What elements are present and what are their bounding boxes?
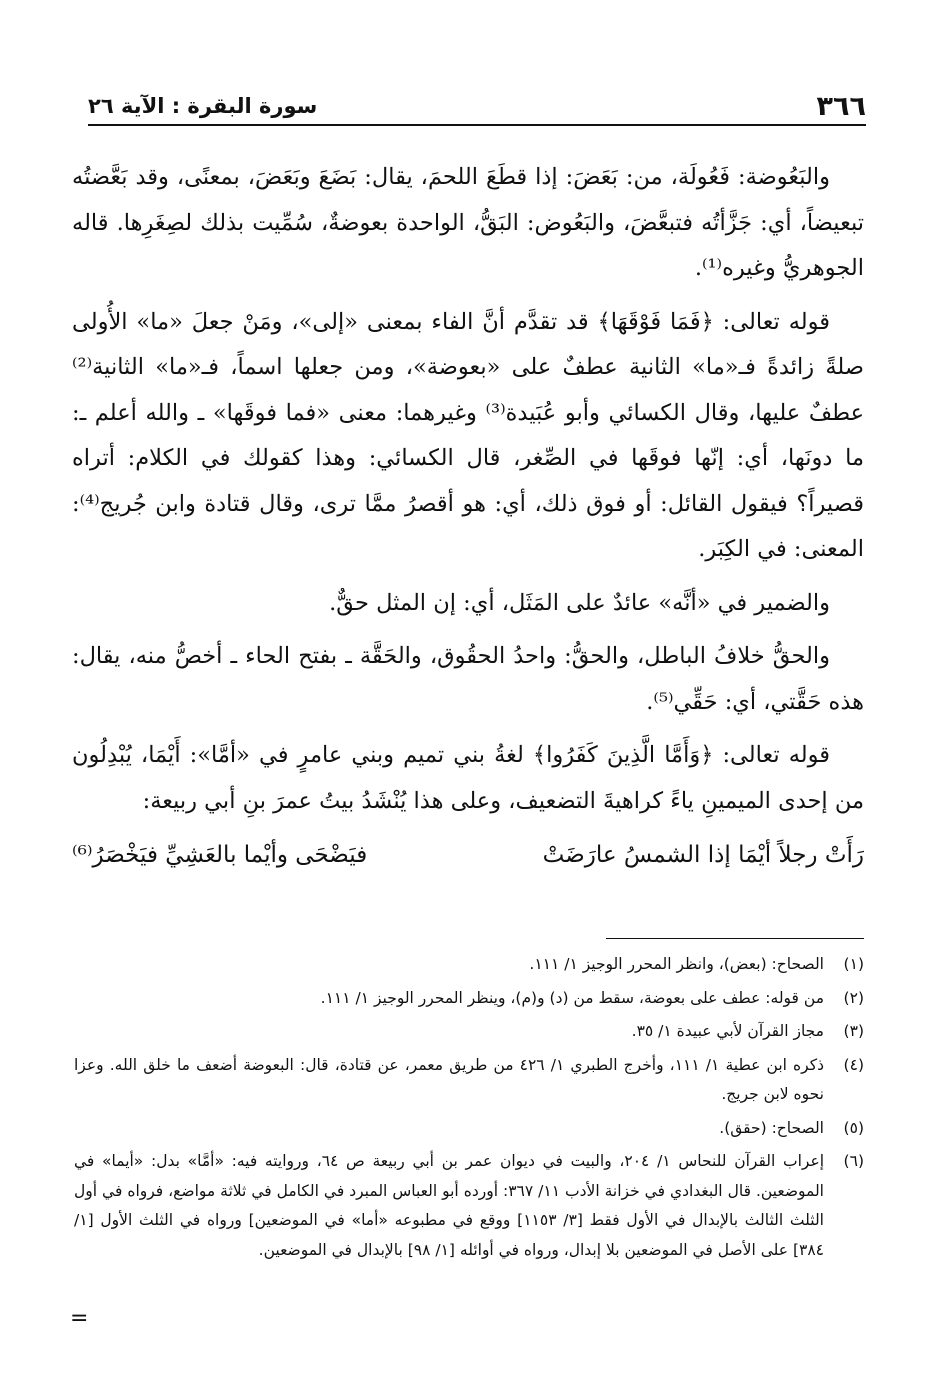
footnote-number: (٣) [843,1022,864,1040]
paragraph-bauda: والبَعُوضة: فَعُولَة، من: بَعَضَ: إذا قطَعَ اللحمَ، يقال: بَضَعَ وبَعَضَ، بمعنًى، وقد بَعَّضتُه تبعيضاً، أي: جَزَّأتُه فتبعَّضَ، والبَعُوض: البَقُّ، الواحدة بعوضةٌ، سُمِّيت بذلك لصِغَرِها. قاله الجوهريُّ وغيره⁽¹⁾. [72,164,864,281]
page-header [88,88,866,126]
paragraph-amma: قوله تعالى: ﴿وَأَمَّا الَّذِينَ كَفَرُوا﴾ لغةُ بني تميم وبني عامرٍ في «أمَّا»: أَيْمَا، يُبْدِلُون من إحدى الميمينِ ياءً كراهيةَ التضعيف، وعلى هذا يُنْشَدُ بيتُ عمرَ بنِ أبي ربيعة: [72,742,864,814]
footnotes [74,950,864,1269]
footnote [74,1051,864,1110]
footnote [74,984,864,1014]
footnote-number: (٤) [843,1055,864,1074]
footnote [74,1147,864,1265]
footnote [74,1017,864,1047]
footnote-text: ذكره ابن عطية ١/ ١١١، وأخرج الطبري ١/ ٤٢٦ من طريق معمر، عن قتادة، قال: البعوضة أضعف ما خلق الله. وعزا نحوه لابن جريج. [74,1055,824,1103]
footnote [74,950,864,980]
continuation-mark: = [70,1306,89,1331]
footnote-text: من قوله: عطف على بعوضة، سقط من (د) و(م)، وينظر المحرر الوجيز ١/ ١١١. [320,988,824,1007]
footnote-text: مجاز القرآن لأبي عبيدة ١/ ٣٥. [631,1022,824,1040]
footnote-separator [606,938,864,939]
footnote-text: إعراب القرآن للنحاس ١/ ٢٠٤، والبيت في ديوان عمر بن أبي ربيعة ص ٦٤، وروايته فيه: «أمَّا» بدل: «أيما» في الموضعين. قال البغدادي في خزانة الأدب ١١/ ٣٦٧: أورده أبو العباس المبرد في الكامل في ثلاثة مواضع، فرواه في أول الثلث الثالث بالإبدال في الأول فقط [٣/ ١١٥٣] ووقع في مطبوعه «أما» في الموضعين] ورواه في الثلث الأول [١/ ٣٨٤] على الأصل في الموضعين بلا إبدال، ورواه في أوائله [١/ ٩٨] بالإبدال في الموضعين. [74,1152,825,1259]
page-number: ٣٦٦ [816,90,866,122]
poetry-verse [72,832,864,878]
main-text [72,155,864,878]
paragraph-fama-fawqaha: قوله تعالى: ﴿فَمَا فَوْقَهَا﴾ قد تقدَّم أنَّ الفاء بمعنى «إلى»، ومَنْ جعلَ «ما» الأُولى صلةً زائدةً فـ«ما» الثانية عطفٌ على «بعوضة»، ومن جعلها اسماً، فـ«ما» الثانية⁽²⁾ عطفٌ عليها، وقال الكسائي وأبو عُبَيدة⁽³⁾ وغيرهما: معنى «فما فوقَها» ـ والله أعلم ـ: ما دونَها، أي: إنّها فوقَها في الصِّغر، قال الكسائي: وهذا كقولك في الكلام: أتراه قصيراً؟ فيقول القائل: أو فوق ذلك، أي: هو أقصرُ ممَّا ترى، وقال قتادة وابن جُريج⁽⁴⁾: المعنى: في الكِبَر. [72,308,864,562]
footnote-number: (٦) [843,1152,864,1170]
footnote-number: (٢) [843,988,864,1007]
running-title: سورة البقرة : الآية ٢٦ [88,94,318,118]
footnote-text: الصحاح: (حقق). [719,1118,824,1137]
footnote-number: (١) [843,955,864,973]
footnote [74,1114,864,1144]
paragraph-pronoun: والضمير في «أنَّه» عائدٌ على المَثَل، أي: إن المثل حقٌّ. [329,589,830,616]
footnote-number: (٥) [843,1118,864,1137]
footnote-text: الصحاح: (بعض)، وانظر المحرر الوجيز ١/ ١١١. [529,955,824,973]
verse-first-hemistich: رَأَتْ رجلاً أيْمَا إذا الشمسُ عارَضَتْ [542,842,864,868]
paragraph-haqq: والحقُّ خلافُ الباطل، والحقُّ: واحدُ الحقُوق، والحَقَّة ـ بفتح الحاء ـ أخصُّ منه، يقال: هذه حَقَّتي، أي: حَقِّي⁽⁵⁾. [72,643,864,715]
verse-second-hemistich: فيَضْحَى وأيْما بالعَشِيِّ فيَخْصَرُ⁽⁶⁾ [72,842,368,868]
